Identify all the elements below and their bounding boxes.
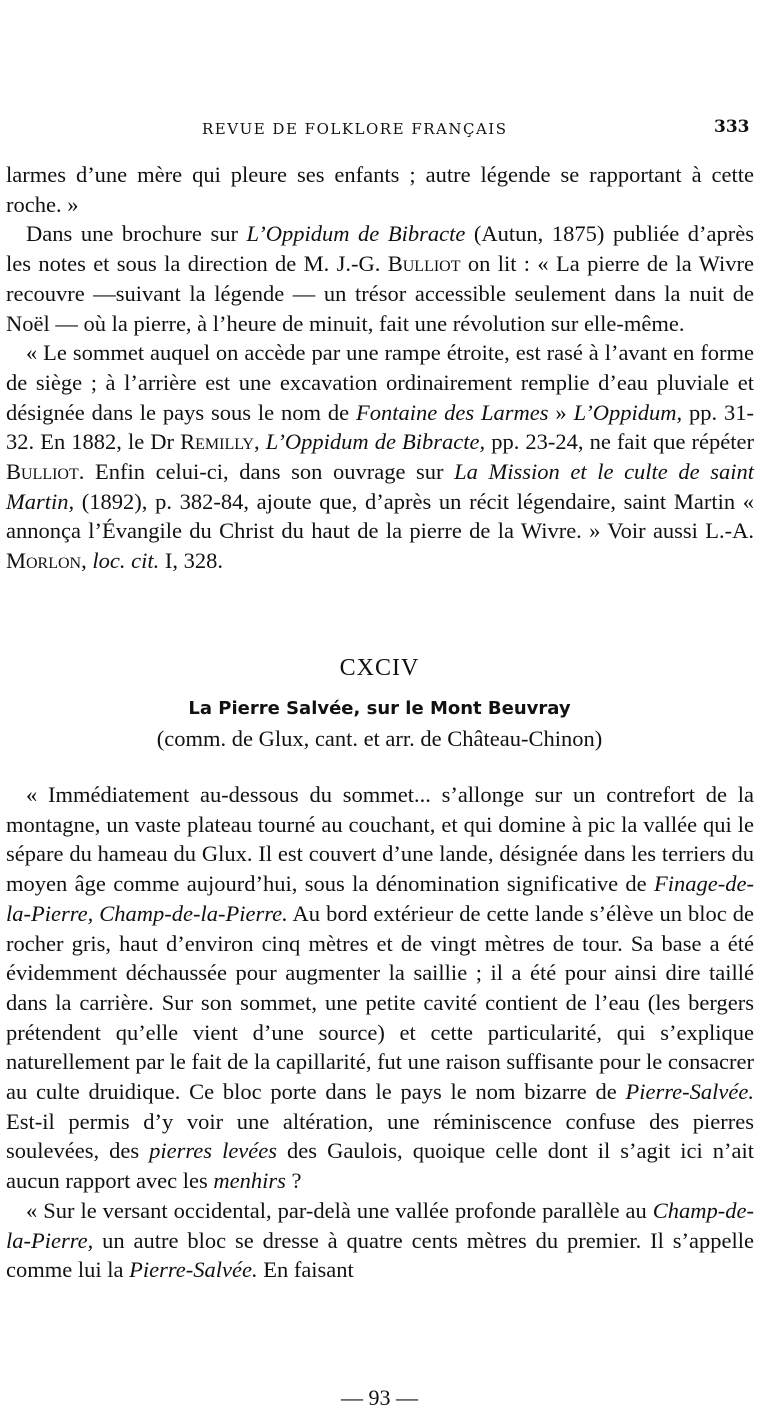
section-number: CXCIV [339,655,420,681]
paragraph [6,338,754,576]
text-run: » [548,399,574,425]
text-run: Au bord extérieur de cette lande s’élève un bloc de rocher gris, haut d’environ cinq mètres et de vingt mètres de tour. Sa base a été évidemment déchaussée pour augmenter la saillie ; il a été pour ainsi dire taillé dans la carrière. Sur son sommet, une petite cavité contient de l’eau (les bergers prétendent qu’elle vient d’une source) et cette particularité, qui s’explique naturellement par le fait de la capillarité, fut une raison suffisante pour le consacrer au culte druidique. Ce bloc porte dans le pays le nom bizarre de [6,900,755,1105]
text-run: « Immédiatement au-dessous du sommet... s’allonge sur un contrefort de la montagne, un vaste plateau tourné au couchant, et qui domine à pic la vallée qui le sépare du hameau du Glux. Il est couvert d’une lande, désignée dans les terriers du moyen âge comme aujourd’hui, sous la dénomination significative de [6,782,754,897]
text-run: ? [285,1168,302,1194]
text-run: on lit : « La pierre de la Wivre recouvre —suivant la légende — un trésor accessible seulement dans la nuit de Noël — où la pierre, à l’heure de minuit, fait une révolution sur elle-même. [6,251,754,336]
author-name: Remilly, [180,429,260,455]
italic-term: Champ-de-la-Pierre, [6,1197,754,1253]
italic-term: menhirs [213,1168,286,1194]
text-run: « Sur le versant occidental, par-delà une vallée profonde parallèle au [26,1197,653,1223]
italic-title: L’Oppidum, [573,399,683,425]
text-run: (Autun, 1875) publiée d’après les notes et sous la direction de M. J.-G. [6,221,754,277]
section-subtitle: (comm. de Glux, cant. et arr. de Château-Chinon) [156,726,603,751]
running-title: REVUE DE FOLKLORE FRANÇAIS [202,120,508,138]
text-run: « Le sommet auquel on accède par une rampe étroite, est rasé à l’avant en forme de siège ; à l’arrière est une excavation ordinairement remplie d’eau pluviale et désignée dans le pays sous le nom de [6,340,754,425]
italic-term: Finage-de-la-Pierre, Champ-de-la-Pierre. [6,871,754,926]
text-run: Enfin celui-ci, dans son ouvrage sur [84,459,455,485]
author-name: Bulliot. [6,459,85,485]
text-run: (1892), p. 382-84, ajoute que, d’après un récit légendaire, saint Martin « annonça l’Évangile du Christ du haut de la pierre de la Wivre. » Voir aussi L.-A. [6,488,754,544]
text-run: pp. 23-24, ne fait que répéter [485,429,754,455]
italic-term: pierres levées [149,1138,278,1164]
text-block-continued [6,160,754,576]
text-run: un autre bloc se dresse à quatre cents mètres du premier. Il s’appelle comme lui la [6,1227,754,1283]
author-name: Bulliot [387,251,461,277]
italic-term: Pierre-Salvée. [129,1257,258,1283]
italic-title: La Mission et le culte de saint Martin, [6,459,754,514]
page-number: 333 [714,117,750,137]
text-run: larmes d’une mère qui pleure ses enfants ; autre légende se rapportant à cette roche. » [6,162,754,217]
text-block-section [6,780,754,1285]
italic-term: Pierre-Salvée. [625,1079,754,1105]
paragraph [6,219,754,338]
section-title: La Pierre Salvée, sur le Mont Beuvray [188,698,571,719]
paragraph [6,780,754,1196]
italic-reference: loc. cit. [92,548,160,574]
page-folio: — 93 — [341,1385,418,1410]
text-run: I, 328. [159,548,223,574]
italic-title: Fontaine des Larmes [356,399,549,425]
paragraph [6,1196,754,1285]
italic-title: L’Oppidum de Bibracte [246,221,466,247]
text-run: En faisant [257,1257,354,1283]
text-run: Est-il permis d’y voir une altération, une réminiscence confuse des pierres soulevées, des [6,1108,754,1164]
text-run: pp. 31-32. En 1882, le Dr [6,399,754,455]
italic-title: L’Oppidum de Bibracte, [265,429,486,455]
paragraph [6,160,754,219]
text-run: des Gaulois, quoique celle dont il s’agit ici n’ait aucun rapport avec les [6,1138,754,1194]
text-run: Dans une brochure sur [26,221,247,247]
author-name: Morlon, [6,548,87,574]
